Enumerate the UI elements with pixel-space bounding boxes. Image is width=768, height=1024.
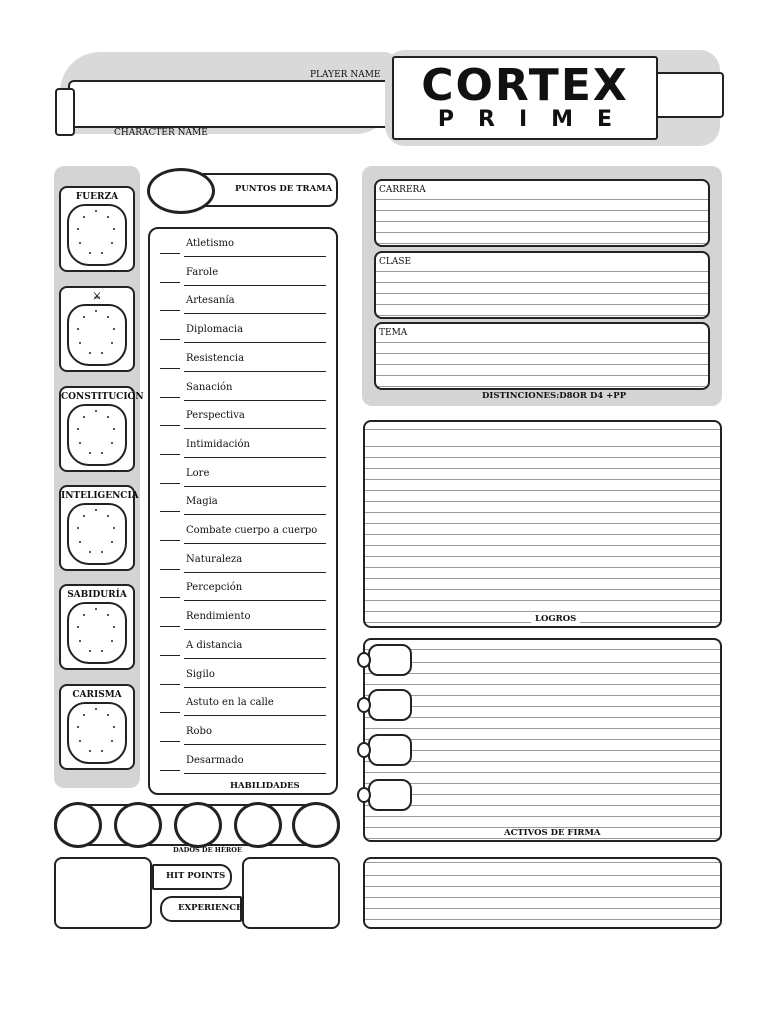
die-step-dot [111,442,113,444]
die-step-dot [89,452,91,454]
attribute-card [59,186,135,272]
die-step-dot [79,740,81,742]
skill-die-blank[interactable] [160,712,180,713]
skill-row[interactable] [150,234,336,263]
skill-die-blank[interactable] [160,253,180,254]
die-step-dot [101,352,103,354]
die-step-dot [77,726,79,728]
attribute-die-slot[interactable] [67,404,127,466]
skill-name: Perspectiva [186,410,245,422]
attribute-die-slot[interactable] [67,602,127,664]
skill-underline [184,572,326,573]
asset-die-slot-1[interactable] [368,644,412,676]
milestones-panel[interactable] [363,420,722,628]
die-step-dot [101,551,103,553]
logo-scroll-right [650,72,724,118]
skill-die-blank[interactable] [160,770,180,771]
experience-label: EXPERIENCE [178,903,243,913]
skill-die-blank[interactable] [160,310,180,311]
skill-die-blank[interactable] [160,511,180,512]
skill-name: Atletismo [186,238,235,249]
skill-row[interactable] [150,636,336,665]
hero-die-slot-4[interactable] [234,802,282,848]
skill-die-blank[interactable] [160,684,180,685]
hero-die-slot-2[interactable] [114,802,162,848]
skill-underline [184,600,326,601]
attribute-card [59,286,135,372]
notes-box[interactable] [363,857,722,929]
asset-die-slot-4[interactable] [368,779,412,811]
die-step-dot [107,515,109,517]
skill-underline [184,313,326,314]
logo-subtitle: PRIME [437,107,637,132]
skill-name: Artesanía [186,295,235,307]
skill-row[interactable] [150,521,336,550]
character-name-label: CHARACTER NAME [114,128,208,138]
skill-name: Naturaleza [186,553,243,565]
attribute-name: CONSTITUCIÓN [61,392,144,402]
die-step-dot [101,650,103,652]
die-step-dot [95,509,97,511]
distinction-box-career[interactable] [374,179,710,247]
attribute-die-slot[interactable] [67,304,127,366]
die-step-dot [111,640,113,642]
die-step-dot [95,310,97,312]
hero-die-slot-1[interactable] [54,802,102,848]
die-step-dot [95,708,97,710]
attribute-die-slot[interactable] [67,204,127,266]
die-step-dot [89,252,91,254]
asset-clip-4 [357,787,371,803]
die-step-dot [111,740,113,742]
skill-underline [184,342,326,343]
skill-die-blank[interactable] [160,397,180,398]
skill-name: A distancia [186,639,243,651]
skill-name: Resistencia [186,352,245,364]
skill-underline [184,744,326,745]
skill-row[interactable] [150,263,336,292]
skill-die-blank[interactable] [160,368,180,369]
skill-row[interactable] [150,378,336,407]
die-step-dot [107,614,109,616]
skill-row[interactable] [150,320,336,349]
skill-row[interactable] [150,607,336,636]
skill-name: Rendimiento [186,611,251,623]
die-step-dot [107,316,109,318]
milestones-footer: LOGROS [531,614,580,624]
die-step-dot [95,608,97,610]
skill-row[interactable] [150,578,336,607]
skill-die-blank[interactable] [160,597,180,598]
logo-title: CORTEX [421,60,629,111]
die-step-dot [83,216,85,218]
skill-underline [184,773,326,774]
attribute-name: ⚔ [92,292,102,302]
skill-row[interactable] [150,722,336,751]
die-step-dot [79,541,81,543]
skills-panel [148,227,338,795]
hero-die-slot-5[interactable] [292,802,340,848]
skill-underline [184,543,326,544]
attribute-name: INTELIGENCIA [61,491,139,501]
hit-points-box[interactable] [54,857,152,929]
skill-row[interactable] [150,435,336,464]
skill-die-blank[interactable] [160,425,180,426]
distinctions-footer: DISTINCIONES:D8OR D4 +PP [482,391,627,401]
skill-die-blank[interactable] [160,741,180,742]
die-step-dot [77,527,79,529]
asset-die-slot-3[interactable] [368,734,412,766]
asset-clip-2 [357,697,371,713]
die-step-dot [83,714,85,716]
attribute-name: FUERZA [75,192,119,202]
die-step-dot [77,228,79,230]
player-name-label: PLAYER NAME [310,70,381,80]
skill-name: Combate cuerpo a cuerpo [186,525,318,536]
die-step-dot [111,342,113,344]
die-step-dot [95,410,97,412]
skill-row[interactable] [150,349,336,378]
skill-die-blank[interactable] [160,454,180,455]
hero-die-slot-3[interactable] [174,802,222,848]
die-step-dot [101,252,103,254]
skill-row[interactable] [150,492,336,521]
skill-name: Magia [186,496,218,508]
hit-points-label: HIT POINTS [166,871,226,881]
die-step-dot [113,428,115,430]
die-step-dot [111,541,113,543]
plot-points-label: PUNTOS DE TRAMA [235,184,333,194]
die-step-dot [89,352,91,354]
skill-underline [184,486,326,487]
skill-underline [184,514,326,515]
skill-die-blank[interactable] [160,483,180,484]
experience-tab [160,896,242,922]
skill-row[interactable] [150,665,336,694]
skill-underline [184,285,326,286]
die-step-dot [79,640,81,642]
skill-underline [184,658,326,659]
distinction-box-class[interactable] [374,251,710,319]
die-step-dot [83,416,85,418]
die-step-dot [89,750,91,752]
die-step-dot [101,750,103,752]
skill-name: Desarmado [186,754,244,766]
die-step-dot [107,416,109,418]
attribute-die-slot[interactable] [67,702,127,764]
skill-die-blank[interactable] [160,339,180,340]
attribute-name: CARISMA [72,690,122,700]
skill-underline [184,256,326,257]
skill-name: Robo [186,725,212,737]
signature-assets-panel[interactable] [363,638,722,842]
die-step-dot [107,714,109,716]
skill-underline [184,715,326,716]
die-step-dot [95,210,97,212]
die-step-dot [83,316,85,318]
skill-underline [184,428,326,429]
skill-name: Diplomacia [186,324,244,336]
plot-points-tab [200,173,338,207]
die-step-dot [113,626,115,628]
character-name-scroll-end [55,88,75,136]
skill-row[interactable] [150,291,336,320]
distinctions-panel [362,166,722,406]
die-step-dot [111,242,113,244]
skill-row[interactable] [150,406,336,435]
asset-clip-3 [357,742,371,758]
die-step-dot [89,551,91,553]
skill-die-blank[interactable] [160,540,180,541]
asset-die-slot-2[interactable] [368,689,412,721]
die-step-dot [113,726,115,728]
attribute-card [59,584,135,670]
skill-row[interactable] [150,751,336,780]
skill-row[interactable] [150,550,336,579]
distinction-label-career: CARRERA [379,185,426,195]
skill-name: Intimidación [186,438,250,450]
skill-name: Percepción [186,582,243,594]
plot-points-counter[interactable] [147,168,215,214]
attribute-die-slot[interactable] [67,503,127,565]
die-step-dot [107,216,109,218]
asset-clip-1 [357,652,371,668]
skill-name: Sigilo [186,668,215,680]
hit-points-tab [152,864,232,890]
distinction-label-theme: TEMA [379,328,408,338]
die-step-dot [79,442,81,444]
die-step-dot [89,650,91,652]
skill-underline [184,371,326,372]
die-step-dot [83,515,85,517]
skill-die-blank[interactable] [160,626,180,627]
attribute-card [59,485,139,571]
skill-name: Lore [186,467,210,479]
skill-die-blank[interactable] [160,655,180,656]
skill-underline [184,629,326,630]
die-step-dot [113,228,115,230]
skills-footer: HABILIDADES [230,781,300,791]
skill-underline [184,457,326,458]
skill-die-blank[interactable] [160,282,180,283]
die-step-dot [101,452,103,454]
skill-row[interactable] [150,693,336,722]
skill-underline [184,687,326,688]
die-step-dot [77,428,79,430]
attribute-card [59,386,144,472]
hero-dice-label: DADOS DE HÉROE [173,846,242,854]
die-step-dot [79,242,81,244]
skill-row[interactable] [150,464,336,493]
skill-name: Sanación [186,381,233,393]
player-name-field[interactable] [68,80,392,128]
die-step-dot [77,328,79,330]
die-step-dot [113,527,115,529]
die-step-dot [83,614,85,616]
attribute-name: SABIDURÍA [67,590,127,600]
skill-die-blank[interactable] [160,569,180,570]
die-step-dot [77,626,79,628]
experience-box[interactable] [242,857,340,929]
skill-name: Farole [186,266,219,278]
distinction-box-theme[interactable] [374,322,710,390]
die-step-dot [79,342,81,344]
skill-name: Astuto en la calle [186,697,274,709]
skill-underline [184,400,326,401]
die-step-dot [113,328,115,330]
signature-assets-footer: ACTIVOS DE FIRMA [500,828,605,838]
attribute-card [59,684,135,770]
distinction-label-class: CLASE [379,257,412,267]
cortex-prime-logo [392,56,658,140]
